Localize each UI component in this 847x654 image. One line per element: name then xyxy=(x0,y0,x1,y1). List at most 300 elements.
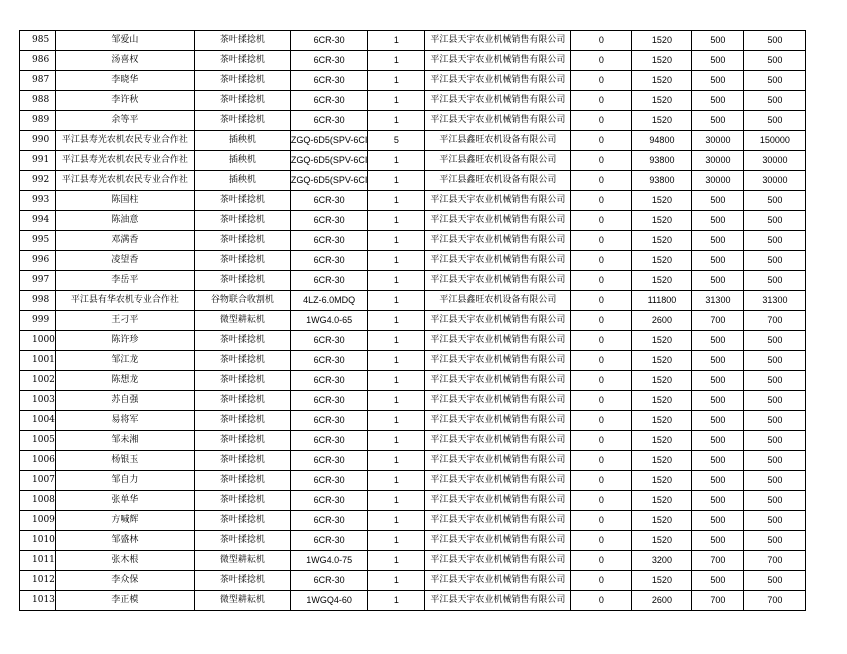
name-cell: 李众保 xyxy=(55,571,194,591)
col7-cell: 0 xyxy=(571,191,632,211)
subsidy-total-cell: 500 xyxy=(744,391,806,411)
subsidy-total-cell: 500 xyxy=(744,511,806,531)
price-cell: 1520 xyxy=(632,531,692,551)
name-cell: 邓满香 xyxy=(55,231,194,251)
subsidy-per-unit-cell: 500 xyxy=(692,371,744,391)
subsidy-total-cell: 500 xyxy=(744,491,806,511)
price-cell: 1520 xyxy=(632,231,692,251)
model-cell: 6CR-30 xyxy=(290,391,368,411)
name-cell: 邹盛林 xyxy=(55,531,194,551)
price-cell: 1520 xyxy=(632,251,692,271)
machine-type-cell: 茶叶揉捻机 xyxy=(194,71,290,91)
price-cell: 1520 xyxy=(632,31,692,51)
col7-cell: 0 xyxy=(571,431,632,451)
dealer-cell: 平江县天宇农业机械销售有限公司 xyxy=(425,211,571,231)
name-cell: 陈许珍 xyxy=(55,331,194,351)
name-cell: 平江县寿光农机农民专业合作社 xyxy=(55,151,194,171)
machine-type-cell: 茶叶揉捻机 xyxy=(194,531,290,551)
subsidy-per-unit-cell: 500 xyxy=(692,411,744,431)
dealer-cell: 平江县天宇农业机械销售有限公司 xyxy=(425,91,571,111)
subsidy-total-cell: 500 xyxy=(744,191,806,211)
machine-type-cell: 茶叶揉捻机 xyxy=(194,51,290,71)
table-body xyxy=(20,31,806,611)
dealer-cell: 平江县天宇农业机械销售有限公司 xyxy=(425,411,571,431)
quantity-cell: 1 xyxy=(368,311,425,331)
price-cell: 1520 xyxy=(632,351,692,371)
subsidy-per-unit-cell: 700 xyxy=(692,311,744,331)
name-cell: 汤喜权 xyxy=(55,51,194,71)
col7-cell: 0 xyxy=(571,471,632,491)
subsidy-per-unit-cell: 500 xyxy=(692,31,744,51)
name-cell: 平江县有华农机专业合作社 xyxy=(55,291,194,311)
subsidy-per-unit-cell: 30000 xyxy=(692,171,744,191)
subsidy-total-cell: 500 xyxy=(744,271,806,291)
seq-cell: 987 xyxy=(20,71,56,91)
name-cell: 邹江龙 xyxy=(55,351,194,371)
price-cell: 1520 xyxy=(632,51,692,71)
machine-type-cell: 茶叶揉捻机 xyxy=(194,411,290,431)
quantity-cell: 1 xyxy=(368,91,425,111)
price-cell: 1520 xyxy=(632,111,692,131)
subsidy-total-cell: 500 xyxy=(744,351,806,371)
price-cell: 1520 xyxy=(632,491,692,511)
quantity-cell: 1 xyxy=(368,511,425,531)
quantity-cell: 1 xyxy=(368,431,425,451)
machine-type-cell: 茶叶揉捻机 xyxy=(194,111,290,131)
col7-cell: 0 xyxy=(571,91,632,111)
model-cell: 4LZ-6.0MDQ xyxy=(290,291,368,311)
quantity-cell: 1 xyxy=(368,31,425,51)
price-cell: 1520 xyxy=(632,211,692,231)
table-row xyxy=(20,551,806,571)
seq-cell: 989 xyxy=(20,111,56,131)
quantity-cell: 1 xyxy=(368,471,425,491)
seq-cell: 1011 xyxy=(20,551,56,571)
price-cell: 93800 xyxy=(632,171,692,191)
model-cell: 6CR-30 xyxy=(290,211,368,231)
dealer-cell: 平江县天宇农业机械销售有限公司 xyxy=(425,331,571,351)
price-cell: 2600 xyxy=(632,591,692,611)
subsidy-total-cell: 500 xyxy=(744,51,806,71)
quantity-cell: 5 xyxy=(368,131,425,151)
subsidy-total-cell: 500 xyxy=(744,411,806,431)
subsidy-per-unit-cell: 500 xyxy=(692,531,744,551)
subsidy-total-cell: 500 xyxy=(744,251,806,271)
machine-type-cell: 茶叶揉捻机 xyxy=(194,251,290,271)
subsidy-total-cell: 31300 xyxy=(744,291,806,311)
machine-type-cell: 茶叶揉捻机 xyxy=(194,571,290,591)
dealer-cell: 平江县天宇农业机械销售有限公司 xyxy=(425,571,571,591)
model-cell: 6CR-30 xyxy=(290,271,368,291)
col7-cell: 0 xyxy=(571,451,632,471)
seq-cell: 994 xyxy=(20,211,56,231)
quantity-cell: 1 xyxy=(368,551,425,571)
price-cell: 1520 xyxy=(632,471,692,491)
machine-type-cell: 茶叶揉捻机 xyxy=(194,371,290,391)
subsidy-total-cell: 500 xyxy=(744,31,806,51)
table-row xyxy=(20,231,806,251)
price-cell: 1520 xyxy=(632,451,692,471)
subsidy-per-unit-cell: 500 xyxy=(692,391,744,411)
quantity-cell: 1 xyxy=(368,451,425,471)
subsidy-table xyxy=(19,30,806,611)
seq-cell: 1005 xyxy=(20,431,56,451)
subsidy-per-unit-cell: 500 xyxy=(692,271,744,291)
price-cell: 111800 xyxy=(632,291,692,311)
machine-type-cell: 茶叶揉捻机 xyxy=(194,271,290,291)
subsidy-per-unit-cell: 500 xyxy=(692,91,744,111)
model-cell: ZGQ-6D5(SPV-6CI xyxy=(290,171,368,191)
seq-cell: 988 xyxy=(20,91,56,111)
col7-cell: 0 xyxy=(571,351,632,371)
table-row xyxy=(20,111,806,131)
table-row xyxy=(20,531,806,551)
seq-cell: 1010 xyxy=(20,531,56,551)
col7-cell: 0 xyxy=(571,51,632,71)
model-cell: 6CR-30 xyxy=(290,571,368,591)
model-cell: 6CR-30 xyxy=(290,191,368,211)
quantity-cell: 1 xyxy=(368,391,425,411)
subsidy-per-unit-cell: 500 xyxy=(692,251,744,271)
price-cell: 93800 xyxy=(632,151,692,171)
subsidy-total-cell: 500 xyxy=(744,571,806,591)
seq-cell: 1004 xyxy=(20,411,56,431)
quantity-cell: 1 xyxy=(368,191,425,211)
model-cell: 6CR-30 xyxy=(290,371,368,391)
quantity-cell: 1 xyxy=(368,331,425,351)
subsidy-per-unit-cell: 500 xyxy=(692,351,744,371)
model-cell: 1WG4.0-75 xyxy=(290,551,368,571)
col7-cell: 0 xyxy=(571,571,632,591)
model-cell: 6CR-30 xyxy=(290,471,368,491)
table-row xyxy=(20,171,806,191)
name-cell: 邹爱山 xyxy=(55,31,194,51)
quantity-cell: 1 xyxy=(368,171,425,191)
name-cell: 杨银玉 xyxy=(55,451,194,471)
seq-cell: 1002 xyxy=(20,371,56,391)
table-row xyxy=(20,371,806,391)
machine-type-cell: 茶叶揉捻机 xyxy=(194,211,290,231)
subsidy-total-cell: 700 xyxy=(744,591,806,611)
seq-cell: 1013 xyxy=(20,591,56,611)
machine-type-cell: 茶叶揉捻机 xyxy=(194,351,290,371)
subsidy-total-cell: 30000 xyxy=(744,171,806,191)
subsidy-total-cell: 500 xyxy=(744,431,806,451)
seq-cell: 1009 xyxy=(20,511,56,531)
dealer-cell: 平江县天宇农业机械销售有限公司 xyxy=(425,491,571,511)
machine-type-cell: 茶叶揉捻机 xyxy=(194,451,290,471)
col7-cell: 0 xyxy=(571,331,632,351)
quantity-cell: 1 xyxy=(368,491,425,511)
dealer-cell: 平江县鑫旺农机设备有限公司 xyxy=(425,291,571,311)
dealer-cell: 平江县天宇农业机械销售有限公司 xyxy=(425,31,571,51)
seq-cell: 999 xyxy=(20,311,56,331)
seq-cell: 1007 xyxy=(20,471,56,491)
table-row xyxy=(20,131,806,151)
subsidy-per-unit-cell: 31300 xyxy=(692,291,744,311)
subsidy-per-unit-cell: 500 xyxy=(692,491,744,511)
seq-cell: 1001 xyxy=(20,351,56,371)
col7-cell: 0 xyxy=(571,171,632,191)
seq-cell: 986 xyxy=(20,51,56,71)
seq-cell: 1003 xyxy=(20,391,56,411)
machine-type-cell: 茶叶揉捻机 xyxy=(194,91,290,111)
table-row xyxy=(20,191,806,211)
machine-type-cell: 谷物联合收割机 xyxy=(194,291,290,311)
machine-type-cell: 插秧机 xyxy=(194,171,290,191)
quantity-cell: 1 xyxy=(368,351,425,371)
seq-cell: 992 xyxy=(20,171,56,191)
price-cell: 1520 xyxy=(632,411,692,431)
name-cell: 张木根 xyxy=(55,551,194,571)
quantity-cell: 1 xyxy=(368,591,425,611)
dealer-cell: 平江县天宇农业机械销售有限公司 xyxy=(425,431,571,451)
quantity-cell: 1 xyxy=(368,111,425,131)
price-cell: 1520 xyxy=(632,431,692,451)
name-cell: 平江县寿光农机农民专业合作社 xyxy=(55,131,194,151)
name-cell: 陈想龙 xyxy=(55,371,194,391)
subsidy-total-cell: 500 xyxy=(744,211,806,231)
table-row xyxy=(20,471,806,491)
dealer-cell: 平江县天宇农业机械销售有限公司 xyxy=(425,271,571,291)
subsidy-per-unit-cell: 500 xyxy=(692,451,744,471)
name-cell: 余等平 xyxy=(55,111,194,131)
name-cell: 邹未湘 xyxy=(55,431,194,451)
model-cell: 6CR-30 xyxy=(290,331,368,351)
quantity-cell: 1 xyxy=(368,231,425,251)
subsidy-per-unit-cell: 700 xyxy=(692,551,744,571)
subsidy-total-cell: 500 xyxy=(744,91,806,111)
subsidy-total-cell: 500 xyxy=(744,231,806,251)
machine-type-cell: 茶叶揉捻机 xyxy=(194,511,290,531)
name-cell: 邹自力 xyxy=(55,471,194,491)
model-cell: 6CR-30 xyxy=(290,71,368,91)
dealer-cell: 平江县天宇农业机械销售有限公司 xyxy=(425,351,571,371)
quantity-cell: 1 xyxy=(368,411,425,431)
seq-cell: 990 xyxy=(20,131,56,151)
price-cell: 1520 xyxy=(632,371,692,391)
subsidy-per-unit-cell: 30000 xyxy=(692,131,744,151)
name-cell: 李晓华 xyxy=(55,71,194,91)
quantity-cell: 1 xyxy=(368,291,425,311)
subsidy-per-unit-cell: 30000 xyxy=(692,151,744,171)
col7-cell: 0 xyxy=(571,211,632,231)
dealer-cell: 平江县天宇农业机械销售有限公司 xyxy=(425,471,571,491)
machine-type-cell: 茶叶揉捻机 xyxy=(194,231,290,251)
col7-cell: 0 xyxy=(571,371,632,391)
subsidy-per-unit-cell: 500 xyxy=(692,511,744,531)
price-cell: 1520 xyxy=(632,571,692,591)
col7-cell: 0 xyxy=(571,391,632,411)
machine-type-cell: 微型耕耘机 xyxy=(194,311,290,331)
col7-cell: 0 xyxy=(571,31,632,51)
table-row xyxy=(20,51,806,71)
seq-cell: 993 xyxy=(20,191,56,211)
model-cell: 6CR-30 xyxy=(290,431,368,451)
col7-cell: 0 xyxy=(571,271,632,291)
name-cell: 张单华 xyxy=(55,491,194,511)
col7-cell: 0 xyxy=(571,551,632,571)
subsidy-total-cell: 500 xyxy=(744,331,806,351)
col7-cell: 0 xyxy=(571,311,632,331)
model-cell: 6CR-30 xyxy=(290,451,368,471)
table-row xyxy=(20,451,806,471)
quantity-cell: 1 xyxy=(368,271,425,291)
name-cell: 李岳平 xyxy=(55,271,194,291)
quantity-cell: 1 xyxy=(368,71,425,91)
machine-type-cell: 茶叶揉捻机 xyxy=(194,491,290,511)
machine-type-cell: 微型耕耘机 xyxy=(194,591,290,611)
seq-cell: 997 xyxy=(20,271,56,291)
seq-cell: 991 xyxy=(20,151,56,171)
dealer-cell: 平江县鑫旺农机设备有限公司 xyxy=(425,171,571,191)
subsidy-total-cell: 150000 xyxy=(744,131,806,151)
table-row xyxy=(20,351,806,371)
price-cell: 1520 xyxy=(632,71,692,91)
dealer-cell: 平江县天宇农业机械销售有限公司 xyxy=(425,511,571,531)
model-cell: 1WGQ4-60 xyxy=(290,591,368,611)
name-cell: 凌望香 xyxy=(55,251,194,271)
dealer-cell: 平江县天宇农业机械销售有限公司 xyxy=(425,251,571,271)
quantity-cell: 1 xyxy=(368,251,425,271)
col7-cell: 0 xyxy=(571,231,632,251)
subsidy-per-unit-cell: 500 xyxy=(692,71,744,91)
subsidy-total-cell: 500 xyxy=(744,531,806,551)
table-row xyxy=(20,511,806,531)
seq-cell: 1008 xyxy=(20,491,56,511)
machine-type-cell: 茶叶揉捻机 xyxy=(194,31,290,51)
table-row xyxy=(20,211,806,231)
machine-type-cell: 茶叶揉捻机 xyxy=(194,471,290,491)
price-cell: 1520 xyxy=(632,511,692,531)
name-cell: 陈油意 xyxy=(55,211,194,231)
dealer-cell: 平江县天宇农业机械销售有限公司 xyxy=(425,551,571,571)
subsidy-per-unit-cell: 700 xyxy=(692,591,744,611)
table-row xyxy=(20,331,806,351)
dealer-cell: 平江县天宇农业机械销售有限公司 xyxy=(425,311,571,331)
price-cell: 1520 xyxy=(632,191,692,211)
subsidy-per-unit-cell: 500 xyxy=(692,111,744,131)
quantity-cell: 1 xyxy=(368,51,425,71)
col7-cell: 0 xyxy=(571,531,632,551)
table-row xyxy=(20,271,806,291)
table-row xyxy=(20,71,806,91)
subsidy-total-cell: 700 xyxy=(744,551,806,571)
dealer-cell: 平江县天宇农业机械销售有限公司 xyxy=(425,451,571,471)
model-cell: 6CR-30 xyxy=(290,111,368,131)
subsidy-per-unit-cell: 500 xyxy=(692,431,744,451)
model-cell: ZGQ-6D5(SPV-6CI xyxy=(290,131,368,151)
seq-cell: 985 xyxy=(20,31,56,51)
machine-type-cell: 微型耕耘机 xyxy=(194,551,290,571)
name-cell: 平江县寿光农机农民专业合作社 xyxy=(55,171,194,191)
price-cell: 3200 xyxy=(632,551,692,571)
subsidy-total-cell: 700 xyxy=(744,311,806,331)
table-row xyxy=(20,411,806,431)
name-cell: 方喊辉 xyxy=(55,511,194,531)
dealer-cell: 平江县天宇农业机械销售有限公司 xyxy=(425,51,571,71)
model-cell: 6CR-30 xyxy=(290,91,368,111)
col7-cell: 0 xyxy=(571,591,632,611)
model-cell: ZGQ-6D5(SPV-6CI xyxy=(290,151,368,171)
subsidy-per-unit-cell: 500 xyxy=(692,191,744,211)
seq-cell: 995 xyxy=(20,231,56,251)
seq-cell: 1012 xyxy=(20,571,56,591)
table-row xyxy=(20,151,806,171)
name-cell: 易将军 xyxy=(55,411,194,431)
machine-type-cell: 插秧机 xyxy=(194,131,290,151)
col7-cell: 0 xyxy=(571,491,632,511)
col7-cell: 0 xyxy=(571,131,632,151)
subsidy-total-cell: 500 xyxy=(744,471,806,491)
model-cell: 6CR-30 xyxy=(290,31,368,51)
price-cell: 1520 xyxy=(632,391,692,411)
subsidy-total-cell: 500 xyxy=(744,371,806,391)
name-cell: 王刁平 xyxy=(55,311,194,331)
col7-cell: 0 xyxy=(571,511,632,531)
dealer-cell: 平江县天宇农业机械销售有限公司 xyxy=(425,111,571,131)
subsidy-per-unit-cell: 500 xyxy=(692,51,744,71)
subsidy-per-unit-cell: 500 xyxy=(692,571,744,591)
price-cell: 2600 xyxy=(632,311,692,331)
machine-type-cell: 茶叶揉捻机 xyxy=(194,191,290,211)
table-row xyxy=(20,591,806,611)
dealer-cell: 平江县天宇农业机械销售有限公司 xyxy=(425,71,571,91)
subsidy-per-unit-cell: 500 xyxy=(692,471,744,491)
machine-type-cell: 茶叶揉捻机 xyxy=(194,331,290,351)
name-cell: 李正模 xyxy=(55,591,194,611)
seq-cell: 1000 xyxy=(20,331,56,351)
seq-cell: 998 xyxy=(20,291,56,311)
machine-type-cell: 茶叶揉捻机 xyxy=(194,391,290,411)
quantity-cell: 1 xyxy=(368,371,425,391)
table-row xyxy=(20,391,806,411)
model-cell: 6CR-30 xyxy=(290,51,368,71)
model-cell: 6CR-30 xyxy=(290,411,368,431)
model-cell: 6CR-30 xyxy=(290,531,368,551)
dealer-cell: 平江县天宇农业机械销售有限公司 xyxy=(425,391,571,411)
dealer-cell: 平江县天宇农业机械销售有限公司 xyxy=(425,191,571,211)
subsidy-total-cell: 500 xyxy=(744,71,806,91)
quantity-cell: 1 xyxy=(368,571,425,591)
price-cell: 1520 xyxy=(632,91,692,111)
model-cell: 6CR-30 xyxy=(290,351,368,371)
table-row xyxy=(20,91,806,111)
model-cell: 6CR-30 xyxy=(290,231,368,251)
table-row xyxy=(20,291,806,311)
col7-cell: 0 xyxy=(571,411,632,431)
col7-cell: 0 xyxy=(571,151,632,171)
subsidy-per-unit-cell: 500 xyxy=(692,331,744,351)
table-row xyxy=(20,311,806,331)
table-row xyxy=(20,251,806,271)
col7-cell: 0 xyxy=(571,251,632,271)
seq-cell: 1006 xyxy=(20,451,56,471)
quantity-cell: 1 xyxy=(368,211,425,231)
name-cell: 苏自强 xyxy=(55,391,194,411)
dealer-cell: 平江县鑫旺农机设备有限公司 xyxy=(425,151,571,171)
quantity-cell: 1 xyxy=(368,531,425,551)
dealer-cell: 平江县天宇农业机械销售有限公司 xyxy=(425,591,571,611)
price-cell: 1520 xyxy=(632,331,692,351)
subsidy-per-unit-cell: 500 xyxy=(692,231,744,251)
subsidy-total-cell: 30000 xyxy=(744,151,806,171)
col7-cell: 0 xyxy=(571,111,632,131)
table-row xyxy=(20,571,806,591)
table-row xyxy=(20,31,806,51)
seq-cell: 996 xyxy=(20,251,56,271)
subsidy-total-cell: 500 xyxy=(744,451,806,471)
